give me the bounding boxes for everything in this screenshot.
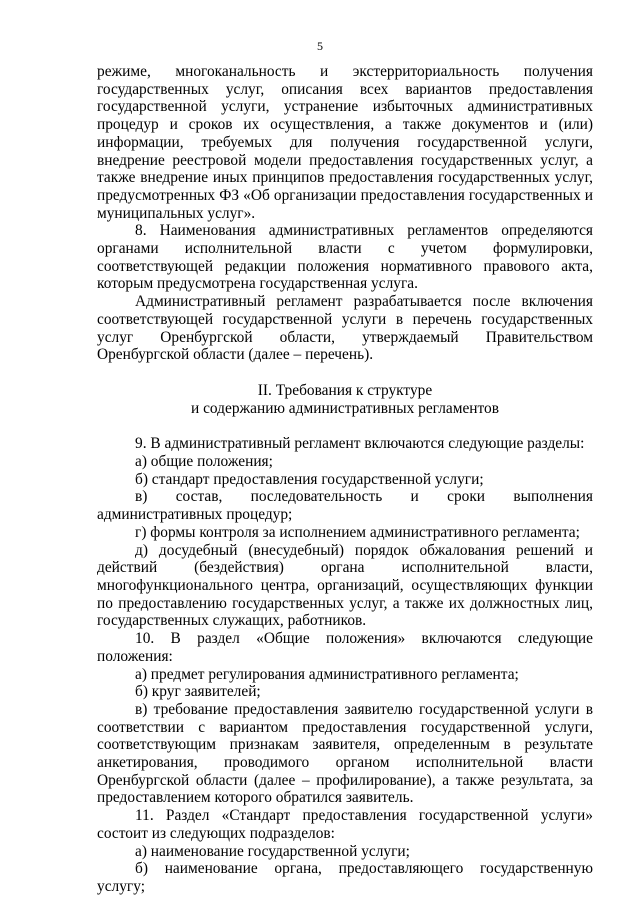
paragraph: 11. Раздел «Стандарт предоставления государственной услуги» состоит из следующих подразделов: [97, 807, 593, 842]
section-heading-line: II. Требования к структуре [257, 381, 433, 399]
section-heading-line: и содержанию административных регламентов [191, 399, 499, 417]
paragraph: 8. Наименования административных регламентов определяются органами исполнительной власти с учетом формулировки, соответствующей редакции положения нормативного правового акта, которым предусмотрена государственная услуга. [97, 222, 593, 293]
document-body [97, 63, 593, 896]
paragraph: б) стандарт предоставления государственной услуги; [135, 470, 484, 488]
paragraph: а) общие положения; [135, 453, 273, 471]
paragraph: а) предмет регулирования административного регламента; [135, 665, 519, 683]
paragraph: в) требование предоставления заявителю государственной услуги в соответствии с вариантом предоставления государственной услуги, соответствующим признакам заявителя, определенным в результате анкетирования, проводимого органом исполнительной власти Оренбургской области (далее – профилирование), а также результата, за предоставлением которого обратился заявитель. [97, 700, 593, 807]
paragraph: Административный регламент разрабатывается после включения соответствующей государственной услуги в перечень государственных услуг Оренбургской области, утверждаемый Правительством Оренбургской области (далее – перечень). [97, 293, 593, 364]
paragraph: а) наименование государственной услуги; [135, 842, 410, 860]
paragraph: д) досудебный (внесудебный) порядок обжалования решений и действий (бездействия) органа исполнительной власти, многофункционального центра, организаций, осуществляющих функции по предоставлению государственных услуг, а также их должностных лиц, государственных служащих, работников. [97, 541, 593, 630]
section-heading [97, 382, 593, 417]
paragraph: б) круг заявителей; [135, 683, 261, 701]
paragraph: 9. В административный регламент включаются следующие разделы: [135, 435, 585, 453]
page-number: 5 [317, 39, 323, 53]
paragraph: 10. В раздел «Общие положения» включаются следующие положения: [97, 630, 593, 665]
paragraph: в) состав, последовательность и сроки выполнения административных процедур; [97, 488, 593, 524]
paragraph: г) формы контроля за исполнением административного регламента; [135, 523, 580, 541]
paragraph: режиме, многоканальность и экстерриториальность получения государственных услуг, описания всех вариантов предоставления государственной услуги, устранение избыточных административных процедур и сроков их осуществления, а также документов и (или) информации, требуемых для получения государственной услуги, внедрение реестровой модели предоставления государственных услуг, а также внедрение иных принципов предоставления государственных услуг, предусмотренных ФЗ «Об организации предоставления государственных и муниципальных услуг». [97, 63, 593, 222]
paragraph: б) наименование органа, предоставляющего государственную услугу; [97, 860, 593, 895]
